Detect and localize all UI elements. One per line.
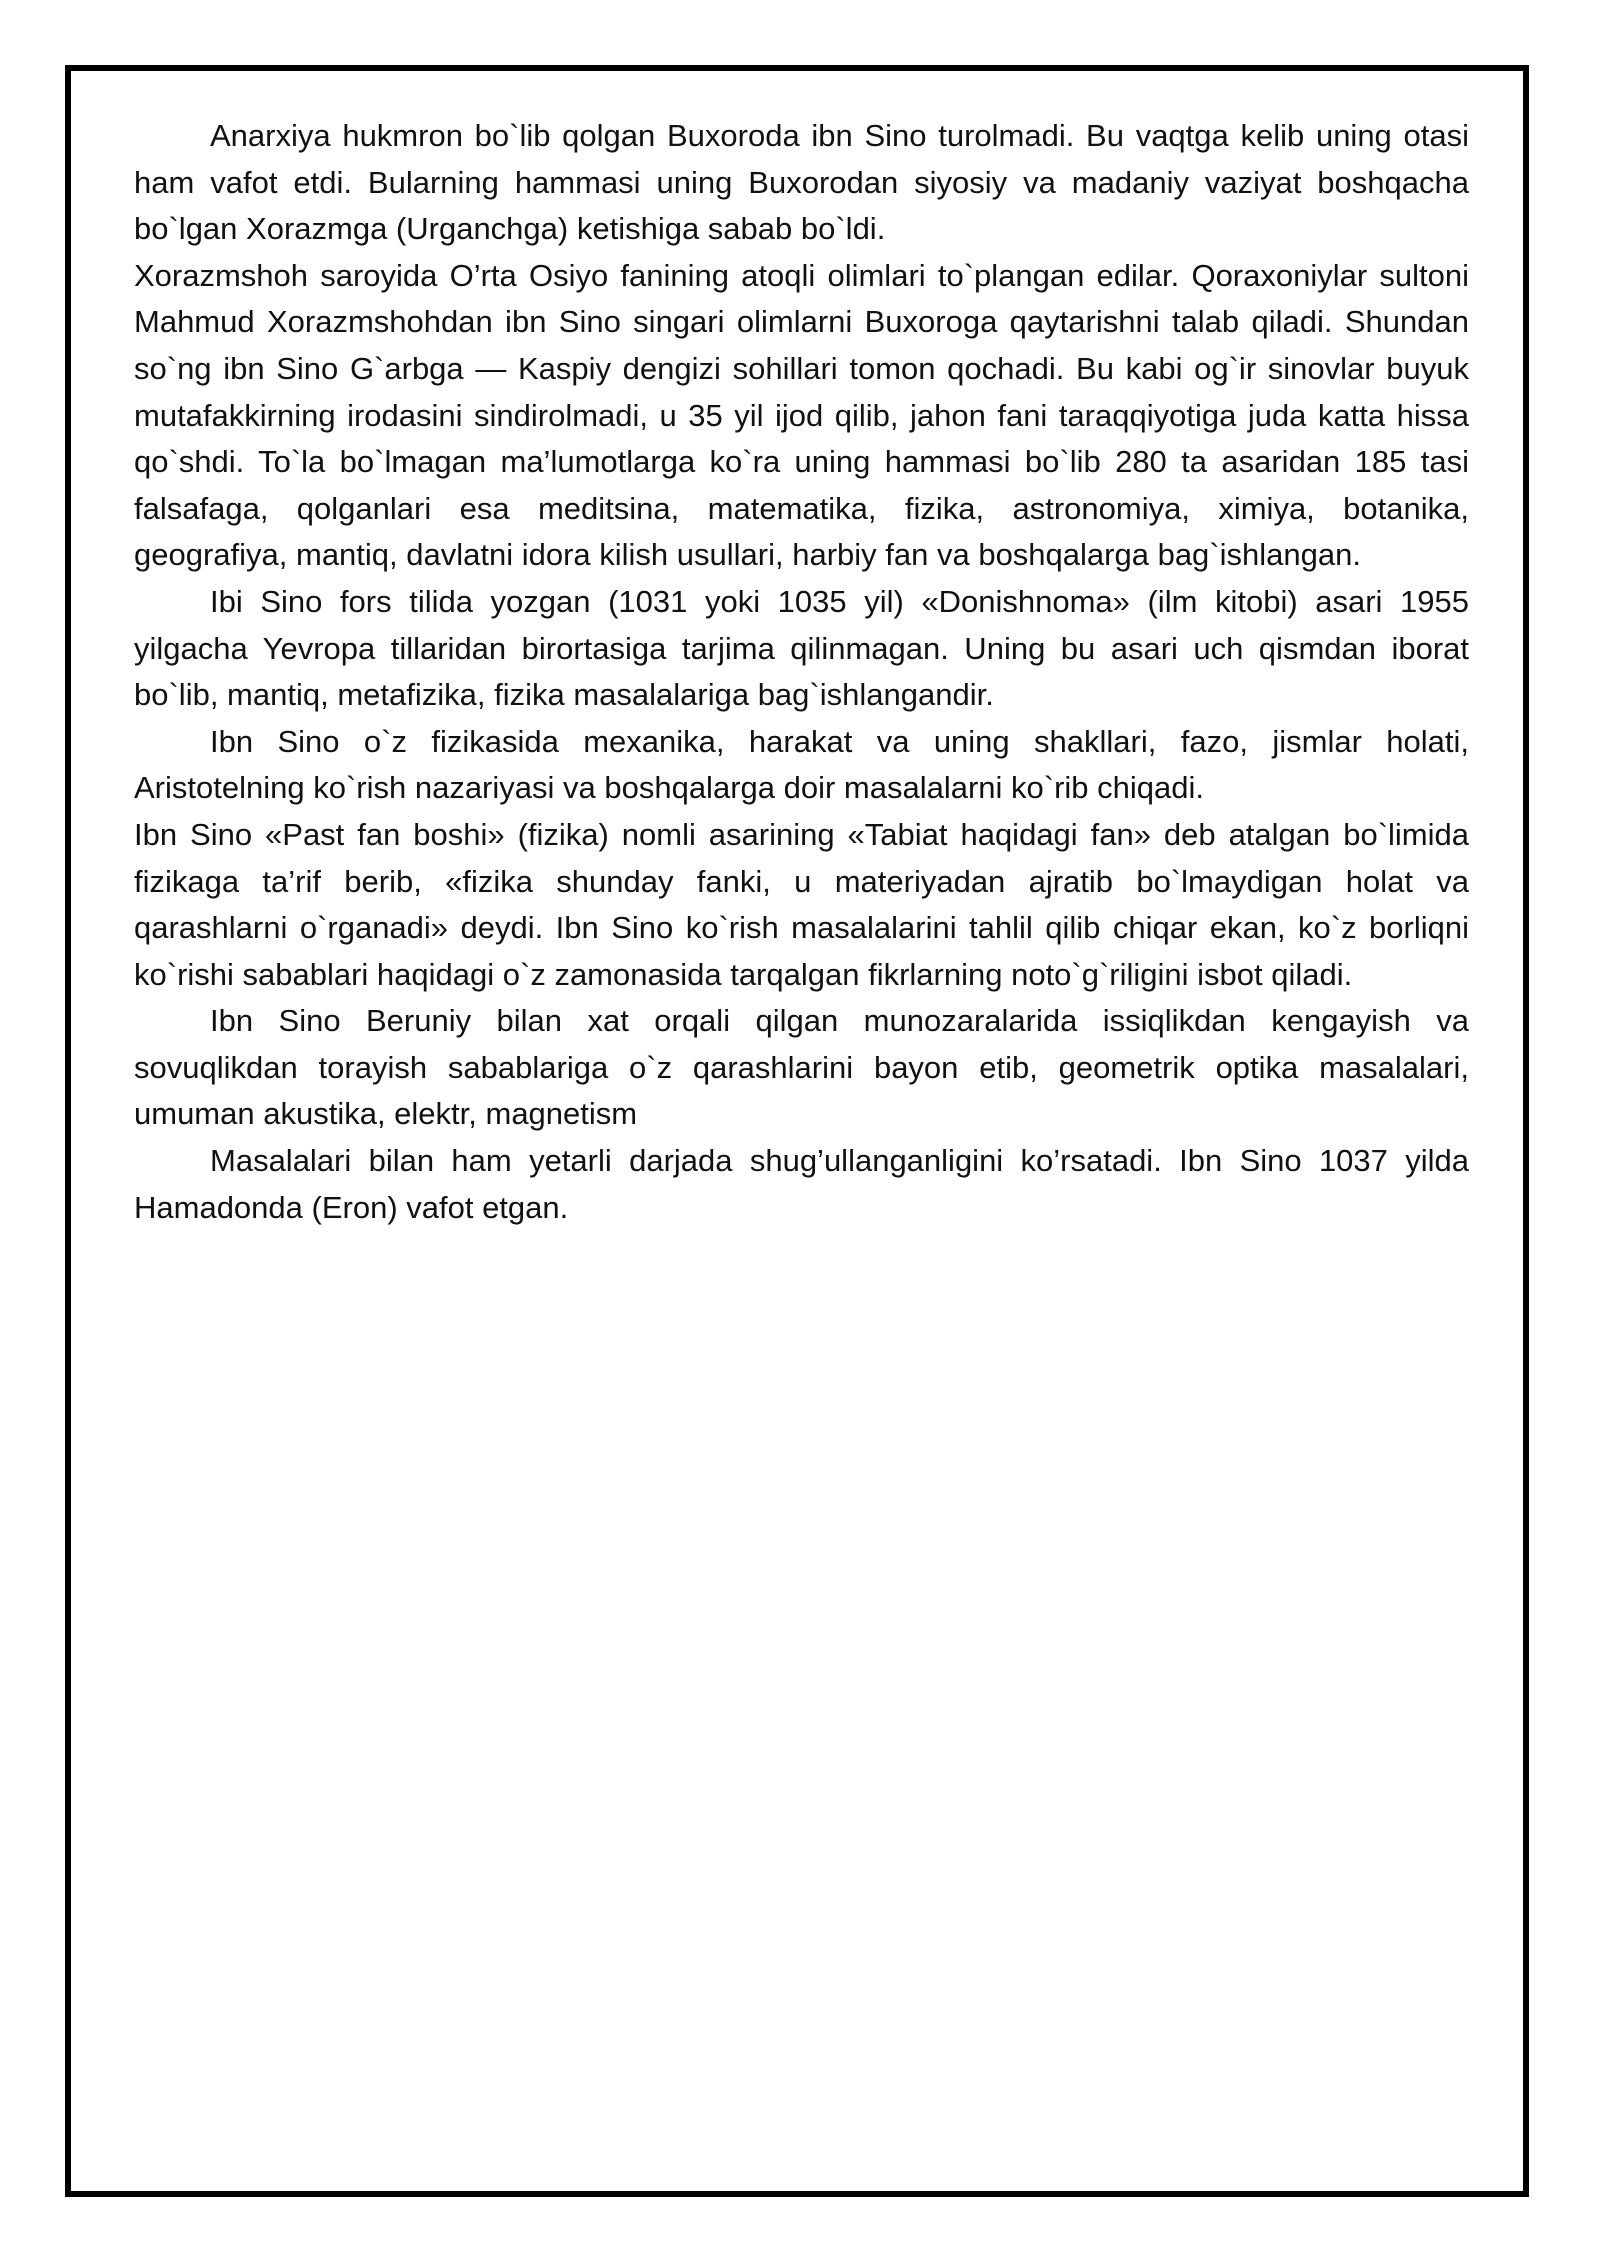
paragraph-3: Ibi Sino fors tilida yozgan (1031 yoki 1035 yil) «Donishnoma» (ilm kitobi) asari 1955 yilgacha Yevropa tillaridan birortasiga tarjima qilinmagan. Uning bu asari uch qismdan iborat bo`lib, mantiq, metafizika, fizika masalalariga bag`ishlangandir. [134, 583, 1469, 713]
paragraph-2: Xorazmshoh saroyida O’rta Osiyo fanining atoqli olimlari to`plangan edilar. Qoraxoniylar sultoni Mahmud Xorazmshohdan ibn Sino singari olimlarni Buxoroga qaytarishni talab qiladi. Shundan so`ng ibn Sino G`arbga — Kaspiy dengizi sohillari tomon qochadi. Bu kabi og`ir sinovlar buyuk mutafakkirning irodasini sindirolmadi, u 35 yil ijod qilib, jahon fani taraqqiyotiga juda katta hissa qo`shdi. To`la bo`lmagan ma’lumotlarga ko`ra uning hammasi bo`lib 280 ta asaridan 185 tasi falsafaga, qolganlari esa meditsina, matematika, fizika, astronomiya, ximiya, botanika, geografiya, mantiq, davlatni idora kilish usullari, harbiy fan va boshqalarga bag`ishlangan. [134, 257, 1469, 573]
paragraph-1: Anarxiya hukmron bo`lib qolgan Buxoroda ibn Sino turolmadi. Bu vaqtga kelib uning otasi ham vafot etdi. Bularning hammasi uning Buxorodan siyosiy va madaniy vaziyat boshqacha bo`lgan Xorazmga (Urganchga) ketishiga sabab bo`ldi. [134, 118, 1469, 247]
document-body [134, 113, 1469, 1231]
paragraph-4: Ibn Sino o`z fizikasida mexanika, harakat va uning shakllari, fazo, jismlar holati, Aristotelning ko`rish nazariyasi va boshqalarga doir masalalarni ko`rib chiqadi. [134, 723, 1469, 806]
paragraph-5: Ibn Sino «Past fan boshi» (fizika) nomli asarining «Tabiat haqidagi fan» deb atalgan bo`limida fizikaga ta’rif berib, «fizika shunday fanki, u materiyadan ajratib bo`lmaydigan holat va qarashlarni o`rganadi» deydi. Ibn Sino ko`rish masalalarini tahlil qilib chiqar ekan, ko`z borliqni ko`rishi sabablari haqidagi o`z zamonasida tarqalgan fikrlarning noto`g`riligini isbot qiladi. [134, 816, 1469, 992]
paragraph-6: Ibn Sino Beruniy bilan xat orqali qilgan munozaralarida issiqlikdan kengayish va sovuqlikdan torayish sabablariga o`z qarashlarini bayon etib, geometrik optika masalalari, umuman akustika, elektr, magnetism [134, 1003, 1469, 1132]
paragraph-7: Masalalari bilan ham yetarli darjada shug’ullanganligini ko’rsatadi. Ibn Sino 1037 yilda Hamadonda (Eron) vafot etgan. [134, 1143, 1469, 1225]
